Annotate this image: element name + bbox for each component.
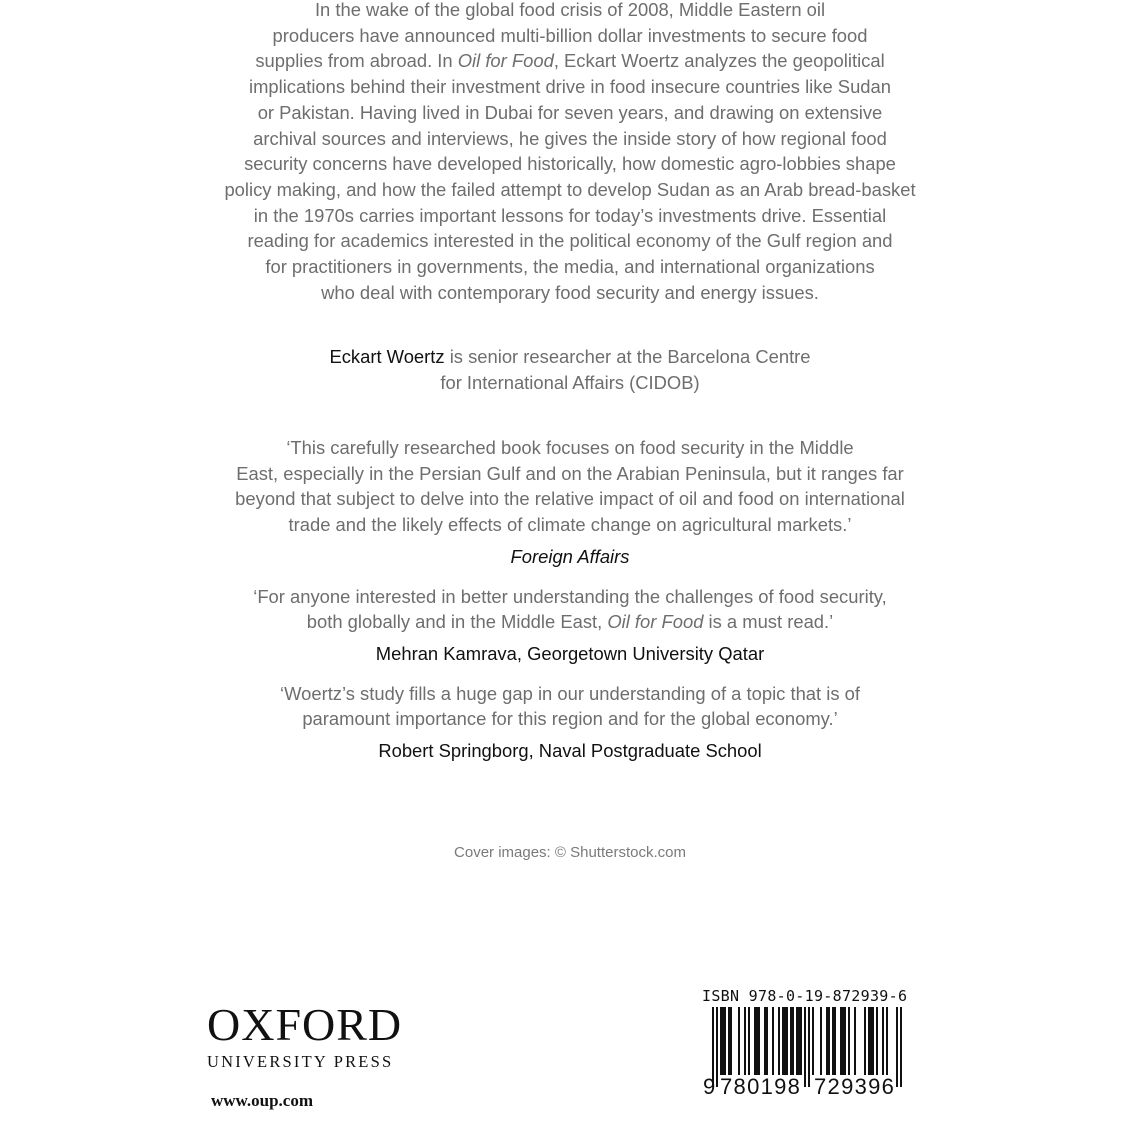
barcode-bar [832,1007,834,1075]
blurb-line: In the wake of the global food crisis of 2008, Middle Eastern oil [314,0,826,20]
review [200,584,940,667]
barcode-bar [756,1007,758,1075]
author-bio [200,344,940,395]
review-quote-line: paramount importance for this region and for the global economy.’ [302,708,838,730]
barcode-bar [784,1007,786,1075]
barcode-bar [754,1007,756,1075]
review-quote-line: ‘This carefully researched book focuses on food security in the Middle [286,437,854,458]
blurb-line: for practitioners in governments, the media, and international organizations [265,256,875,278]
blurb-text: , Eckart Woertz analyzes the geopolitical [553,50,885,72]
barcode-bar [900,1007,902,1087]
barcode-bar [716,1007,718,1087]
barcode-bar [764,1007,766,1075]
blurb-line: producers have announced multi-billion dollar investments to secure food [272,24,868,46]
barcode-bar [868,1007,870,1075]
review-quote-line: beyond that subject to delve into the relative impact of oil and food on international [235,488,905,510]
barcode-bar [796,1007,798,1075]
barcode-bar [872,1007,874,1075]
barcode-bar [854,1007,856,1075]
publisher-website: www.oup.com [211,1091,314,1110]
blurb-line [200,48,940,74]
barcode-bar [804,1007,806,1087]
barcode-bar [798,1007,800,1075]
author-name: Eckart Woertz [329,346,445,367]
barcode-bar [840,1007,842,1075]
blurb-text: supplies from abroad. In [255,50,458,72]
reviews [200,435,940,778]
barcode-bar [826,1007,828,1075]
blurb-line: or Pakistan. Having lived in Dubai for seven years, and drawing on extensive [257,101,883,123]
cover-image-credit: Cover images: © Shutterstock.com [454,844,686,861]
author-bio-line [200,344,940,370]
barcode-bar [882,1007,884,1075]
barcode-bar [864,1007,866,1075]
blurb-line: in the 1970s carries important lessons for today’s investments drive. Essential [253,204,887,226]
logo-subtitle: UNIVERSITY PRESS [207,1052,394,1071]
book-blurb [200,0,940,305]
barcode-bar [800,1007,802,1075]
blurb-line: archival sources and interviews, he gives the inside story of how regional food [253,127,887,149]
review-source: Mehran Kamrava, Georgetown University Qatar [375,642,765,664]
barcode-bar [758,1007,760,1075]
blurb-line: reading for academics interested in the political economy of the Gulf region and [247,230,893,252]
barcode-bar [812,1007,814,1075]
barcode-bar [782,1007,784,1075]
barcode-bar [876,1007,878,1075]
review-text: both globally and in the Middle East, [306,611,608,633]
barcode-digits-left: 780198 [720,1074,802,1097]
blurb-line: implications behind their investment drive in food insecure countries like Sudan [249,76,891,98]
barcode-bar [786,1007,788,1075]
oxford-logo [207,1000,402,1072]
logo-wordmark: OXFORD [207,999,403,1050]
barcode-bar [720,1007,722,1075]
review-source: Robert Springborg, Naval Postgraduate School [378,740,762,762]
review-quote-line: ‘Woertz’s study fills a huge gap in our understanding of a topic that is of [280,682,860,704]
barcode-bar [790,1007,792,1075]
barcode-bar [886,1007,888,1075]
review-quote-line: ‘For anyone interested in better understanding the challenges of food security, [253,585,887,607]
barcode-bar [834,1007,836,1075]
barcode-digits-right: 729396 [814,1074,896,1097]
barcode-bar [730,1007,732,1075]
blurb-line: policy making, and how the failed attempt to develop Sudan as an Arab bread-basket [224,178,916,200]
review-quote-line [200,609,940,635]
barcode-bar [724,1007,726,1075]
barcode-bar [896,1007,898,1087]
review-text: is a must read.’ [703,611,834,633]
barcode-bar [766,1007,768,1075]
review-source [200,544,940,570]
review-source-italic: Foreign Affairs [510,545,630,567]
barcode-bar [792,1007,794,1075]
book-title-italic: Oil for Food [457,50,554,72]
barcode-bar [870,1007,872,1075]
review-quote-line: trade and the likely effects of climate change on agricultural markets.’ [288,514,852,536]
barcode-bar [820,1007,822,1075]
barcode-bar [842,1007,844,1075]
blurb-line: who deal with contemporary food security and energy issues. [321,281,819,303]
barcode-bar [778,1007,780,1075]
barcode-bar [848,1007,850,1075]
barcode-bar [828,1007,830,1075]
review-quote-line: East, especially in the Persian Gulf and on the Arabian Peninsula, but it ranges far [236,462,904,484]
barcode-bar [738,1007,740,1075]
barcode-bar [748,1007,750,1075]
book-title-italic: Oil for Food [607,611,704,633]
isbn-label: ISBN 978-0-19-872939-6 [702,987,908,1005]
barcode-bar [744,1007,746,1075]
review [200,681,940,764]
barcode-bar [728,1007,730,1075]
blurb-line: security concerns have developed historically, how domestic agro-lobbies shape [244,153,896,175]
barcode-bar [844,1007,846,1075]
review [200,435,940,570]
author-bio-text: is senior researcher at the Barcelona Centre [444,346,811,367]
barcode-bar [772,1007,774,1075]
barcode-bar [808,1007,810,1087]
isbn-barcode [700,1005,910,1097]
author-bio-line: for International Affairs (CIDOB) [440,371,700,393]
barcode-bar [722,1007,724,1075]
barcode-digit-first: 9 [703,1074,716,1097]
